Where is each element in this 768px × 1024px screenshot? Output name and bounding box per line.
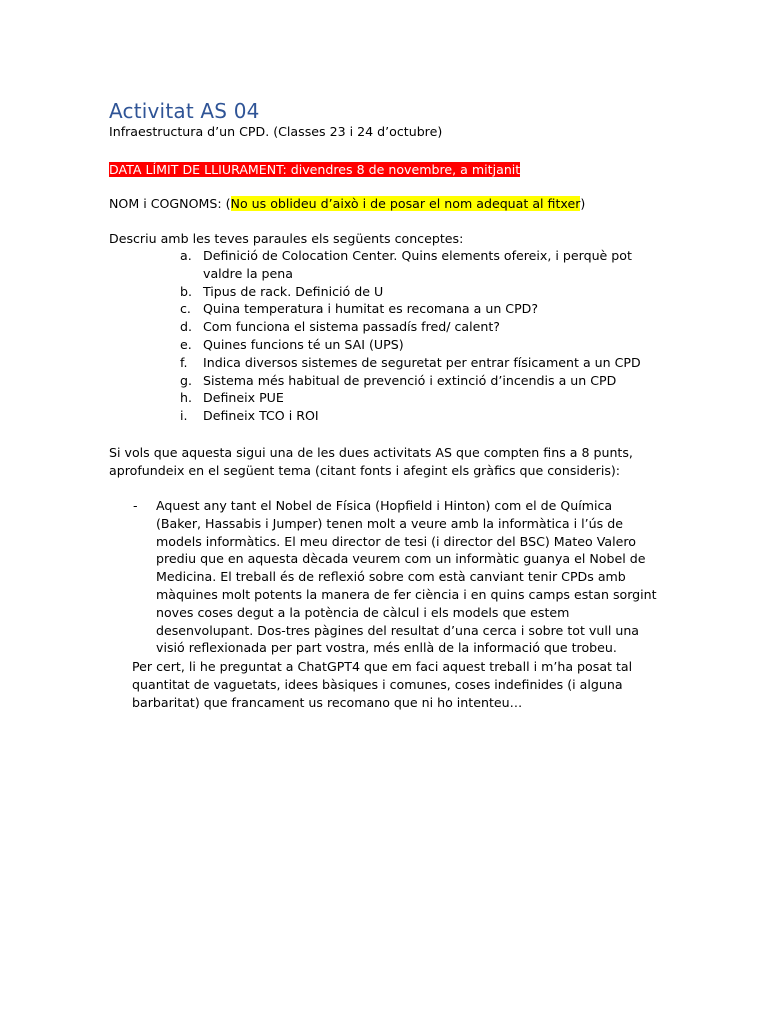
- deadline-line: [109, 161, 520, 179]
- document-subtitle: Infraestructura d’un CPD. (Classes 23 i 24 d’octubre): [109, 124, 443, 139]
- list-item: [0, 407, 440, 425]
- list-item: [0, 389, 440, 407]
- list-marker: i.: [180, 408, 188, 424]
- list-item-text: Definició de Colocation Center. Quins elements ofereix, i perquè pot valdre la pena: [203, 248, 632, 281]
- name-line: [109, 195, 585, 213]
- list-item-text: Quina temperatura i humitat es recomana a un CPD?: [203, 301, 539, 317]
- extra-intro: Si vols que aquesta sigui una de les dues activitats AS que compten fins a 8 punts, aprofundeix en el següent tema (citant fonts i afegint els gràfics que consideris):: [109, 445, 633, 478]
- list-item-text: Quines funcions té un SAI (UPS): [203, 336, 404, 352]
- document-title: Activitat AS 04: [109, 99, 260, 123]
- name-prefix: NOM i COGNOMS: (: [109, 196, 231, 211]
- list-item: [0, 336, 440, 354]
- dash-marker: -: [133, 498, 138, 513]
- list-item-text: Defineix TCO i ROI: [203, 408, 319, 424]
- list-marker: g.: [180, 372, 192, 388]
- list-item: [0, 300, 539, 318]
- list-item: [0, 372, 617, 390]
- list-marker: c.: [180, 301, 191, 317]
- name-highlight: No us oblideu d’això i de posar el nom adequat al fitxer: [230, 196, 581, 211]
- name-suffix: ): [580, 196, 586, 211]
- list-item-text: Tipus de rack. Definició de U: [203, 283, 384, 299]
- list-marker: e.: [180, 336, 192, 352]
- list-item-text: Com funciona el sistema passadís fred/ calent?: [203, 319, 500, 335]
- list-marker: d.: [180, 319, 192, 335]
- list-item: [0, 283, 440, 301]
- list-item: [0, 318, 500, 336]
- list-marker: a.: [180, 248, 192, 263]
- concepts-list: [0, 247, 641, 425]
- list-item: [0, 247, 632, 283]
- list-item: [0, 354, 641, 372]
- concepts-intro: Descriu amb les teves paraules els següents conceptes:: [109, 231, 464, 246]
- closing-note: Per cert, li he preguntat a ChatGPT4 que em faci aquest treball i m’ha posat tal quantitat de vaguetats, idees bàsiques i comunes, coses indefinides (i alguna barbaritat) que francament us recomano que ni ho intenteu…: [132, 659, 633, 710]
- list-item-text: Indica diversos sistemes de seguretat per entrar físicament a un CPD: [203, 354, 641, 370]
- deadline-text: DATA LÍMIT DE LLIURAMENT: divendres 8 de novembre, a mitjanit: [109, 162, 521, 177]
- topic-text: Aquest any tant el Nobel de Física (Hopfield i Hinton) com el de Química (Baker, Hassabis i Jumper) tenen molt a veure amb la informàtica i l’ús de models informàtics. El meu director de tesi (i director del BSC) Mateo Valero prediu que en aquesta dècada veurem com un informàtic guanya el Nobel de Medicina. El treball és de reflexió sobre com està canviant tenir CPDs amb màquines molt potents la manera de fer ciència i en quins camps estan sorgint noves coses degut a la potència de càlcul i els models que estem desenvolupant. Dos-tres pàgines del resultat d’una cerca i sobre tot vull una visió reflexionada per part vostra, més enllà de la informació que trobeu.: [156, 498, 657, 656]
- list-item-text: Sistema més habitual de prevenció i extinció d’incendis a un CPD: [203, 372, 617, 388]
- list-marker: b.: [180, 283, 192, 299]
- list-marker: f.: [180, 354, 188, 370]
- list-item-text: Defineix PUE: [203, 390, 284, 406]
- list-marker: h.: [180, 390, 192, 406]
